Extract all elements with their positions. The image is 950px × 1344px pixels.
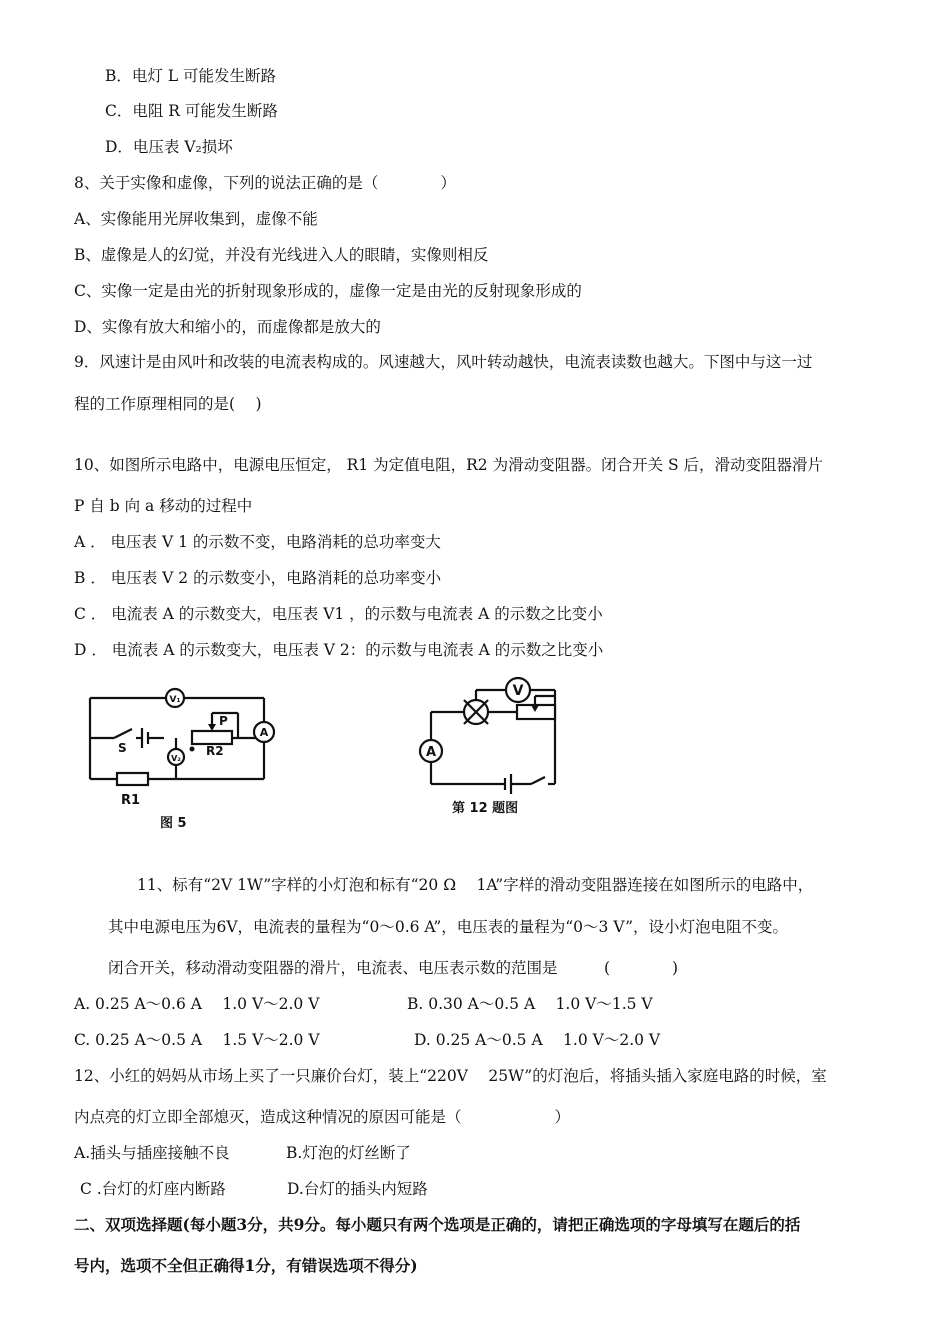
fig12-caption: 第 12 题图 (452, 801, 519, 816)
q11-option-c: C. 0.25 A～0.5 A 1.5 V～2.0 V (74, 1031, 320, 1049)
q11-stem-line1: 11、标有“2V 1W”字样的小灯泡和标有“20 Ω 1A”字样的滑动变阻器连接在如图所示的电路中， (137, 876, 814, 894)
q10-option-a: A ． 电压表 V 1 的示数不变，电路消耗的总功率变大 (74, 533, 441, 551)
q7-option-c: C．电阻 R 可能发生断路 (105, 102, 278, 120)
q11-option-a: A. 0.25 A～0.6 A 1.0 V～2.0 V (74, 995, 320, 1013)
fig5-s-label: S (118, 741, 127, 755)
q12-option-d: D.台灯的插头内短路 (287, 1180, 428, 1198)
fig5-a-label: A (259, 726, 269, 739)
q9-stem-line2: 程的工作原理相同的是( ) (74, 395, 262, 413)
fig5-p-label: P (219, 714, 228, 728)
q11-option-d: D. 0.25 A～0.5 A 1.0 V～2.0 V (414, 1031, 661, 1049)
figure-5-circuit (78, 680, 278, 840)
q10-stem-line2: P 自 b 向 a 移动的过程中 (74, 497, 253, 515)
fig5-r2-label: R2 (206, 744, 224, 758)
fig12-v-label: V (512, 683, 524, 699)
q11-stem-line3: 闭合开关，移动滑动变阻器的滑片，电流表、电压表示数的范围是 ( ) (108, 959, 679, 977)
section2-heading-line1: 二、双项选择题(每小题3分，共9分。每小题只有两个选项是正确的，请把正确选项的字母填写在题后的括 (74, 1215, 801, 1234)
q12-stem-line2: 内点亮的灯立即全部熄灭，造成这种情况的原因可能是（ ） (74, 1108, 571, 1126)
q12-option-c: C .台灯的灯座内断路 (80, 1180, 226, 1198)
fig5-v1-label: V₁ (169, 695, 181, 705)
q8-option-a: A、实像能用光屏收集到，虚像不能 (74, 210, 318, 228)
q9-stem-line1: 9．风速计是由风叶和改装的电流表构成的。风速越大，风叶转动越快，电流表读数也越大。下图中与这一过 (74, 353, 813, 371)
fig5-v2-label: V₂ (171, 754, 181, 763)
q8-stem: 8、关于实像和虚像，下列的说法正确的是（ ） (74, 174, 456, 192)
q8-option-c: C、实像一定是由光的折射现象形成的，虚像一定是由光的反射现象形成的 (74, 282, 582, 300)
q8-option-d: D、实像有放大和缩小的，而虚像都是放大的 (74, 318, 381, 336)
q7-option-d: D．电压表 V₂损坏 (105, 138, 233, 156)
fig5-caption: 图 5 (160, 816, 187, 831)
section2-heading-line2: 号内，选项不全但正确得1分，有错误选项不得分) (74, 1256, 418, 1275)
q8-option-b: B、虚像是人的幻觉，并没有光线进入人的眼睛，实像则相反 (74, 246, 489, 264)
q10-option-d: D ． 电流表 A 的示数变大，电压表 V 2：的示数与电流表 A 的示数之比变小 (74, 641, 604, 659)
q12-option-b: B.灯泡的灯丝断了 (286, 1144, 411, 1162)
fig5-r1-label: R1 (121, 793, 141, 808)
q11-option-b: B. 0.30 A～0.5 A 1.0 V～1.5 V (407, 995, 653, 1013)
q12-stem-line1: 12、小红的妈妈从市场上买了一只廉价台灯，装上“220V 25W”的灯泡后，将插头插入家庭电路的时候，室 (74, 1067, 827, 1085)
q11-stem-line2: 其中电源电压为6V，电流表的量程为“0～0.6 A”，电压表的量程为“0～3 V”，设小灯泡电阻不变。 (108, 918, 789, 936)
q10-option-b: B ． 电压表 V 2 的示数变小，电路消耗的总功率变小 (74, 569, 442, 587)
q10-option-c: C ． 电流表 A 的示数变大，电压表 V1 ，的示数与电流表 A 的示数之比变小 (74, 605, 603, 623)
q7-option-b: B．电灯 L 可能发生断路 (105, 67, 277, 85)
q12-option-a: A.插头与插座接触不良 (74, 1144, 230, 1162)
figure-12-circuit (405, 676, 580, 821)
fig12-a-label: A (425, 745, 437, 760)
q10-stem-line1: 10、如图所示电路中，电源电压恒定， R1 为定值电阻，R2 为滑动变阻器。闭合开关 S 后，滑动变阻器滑片 (74, 456, 824, 474)
